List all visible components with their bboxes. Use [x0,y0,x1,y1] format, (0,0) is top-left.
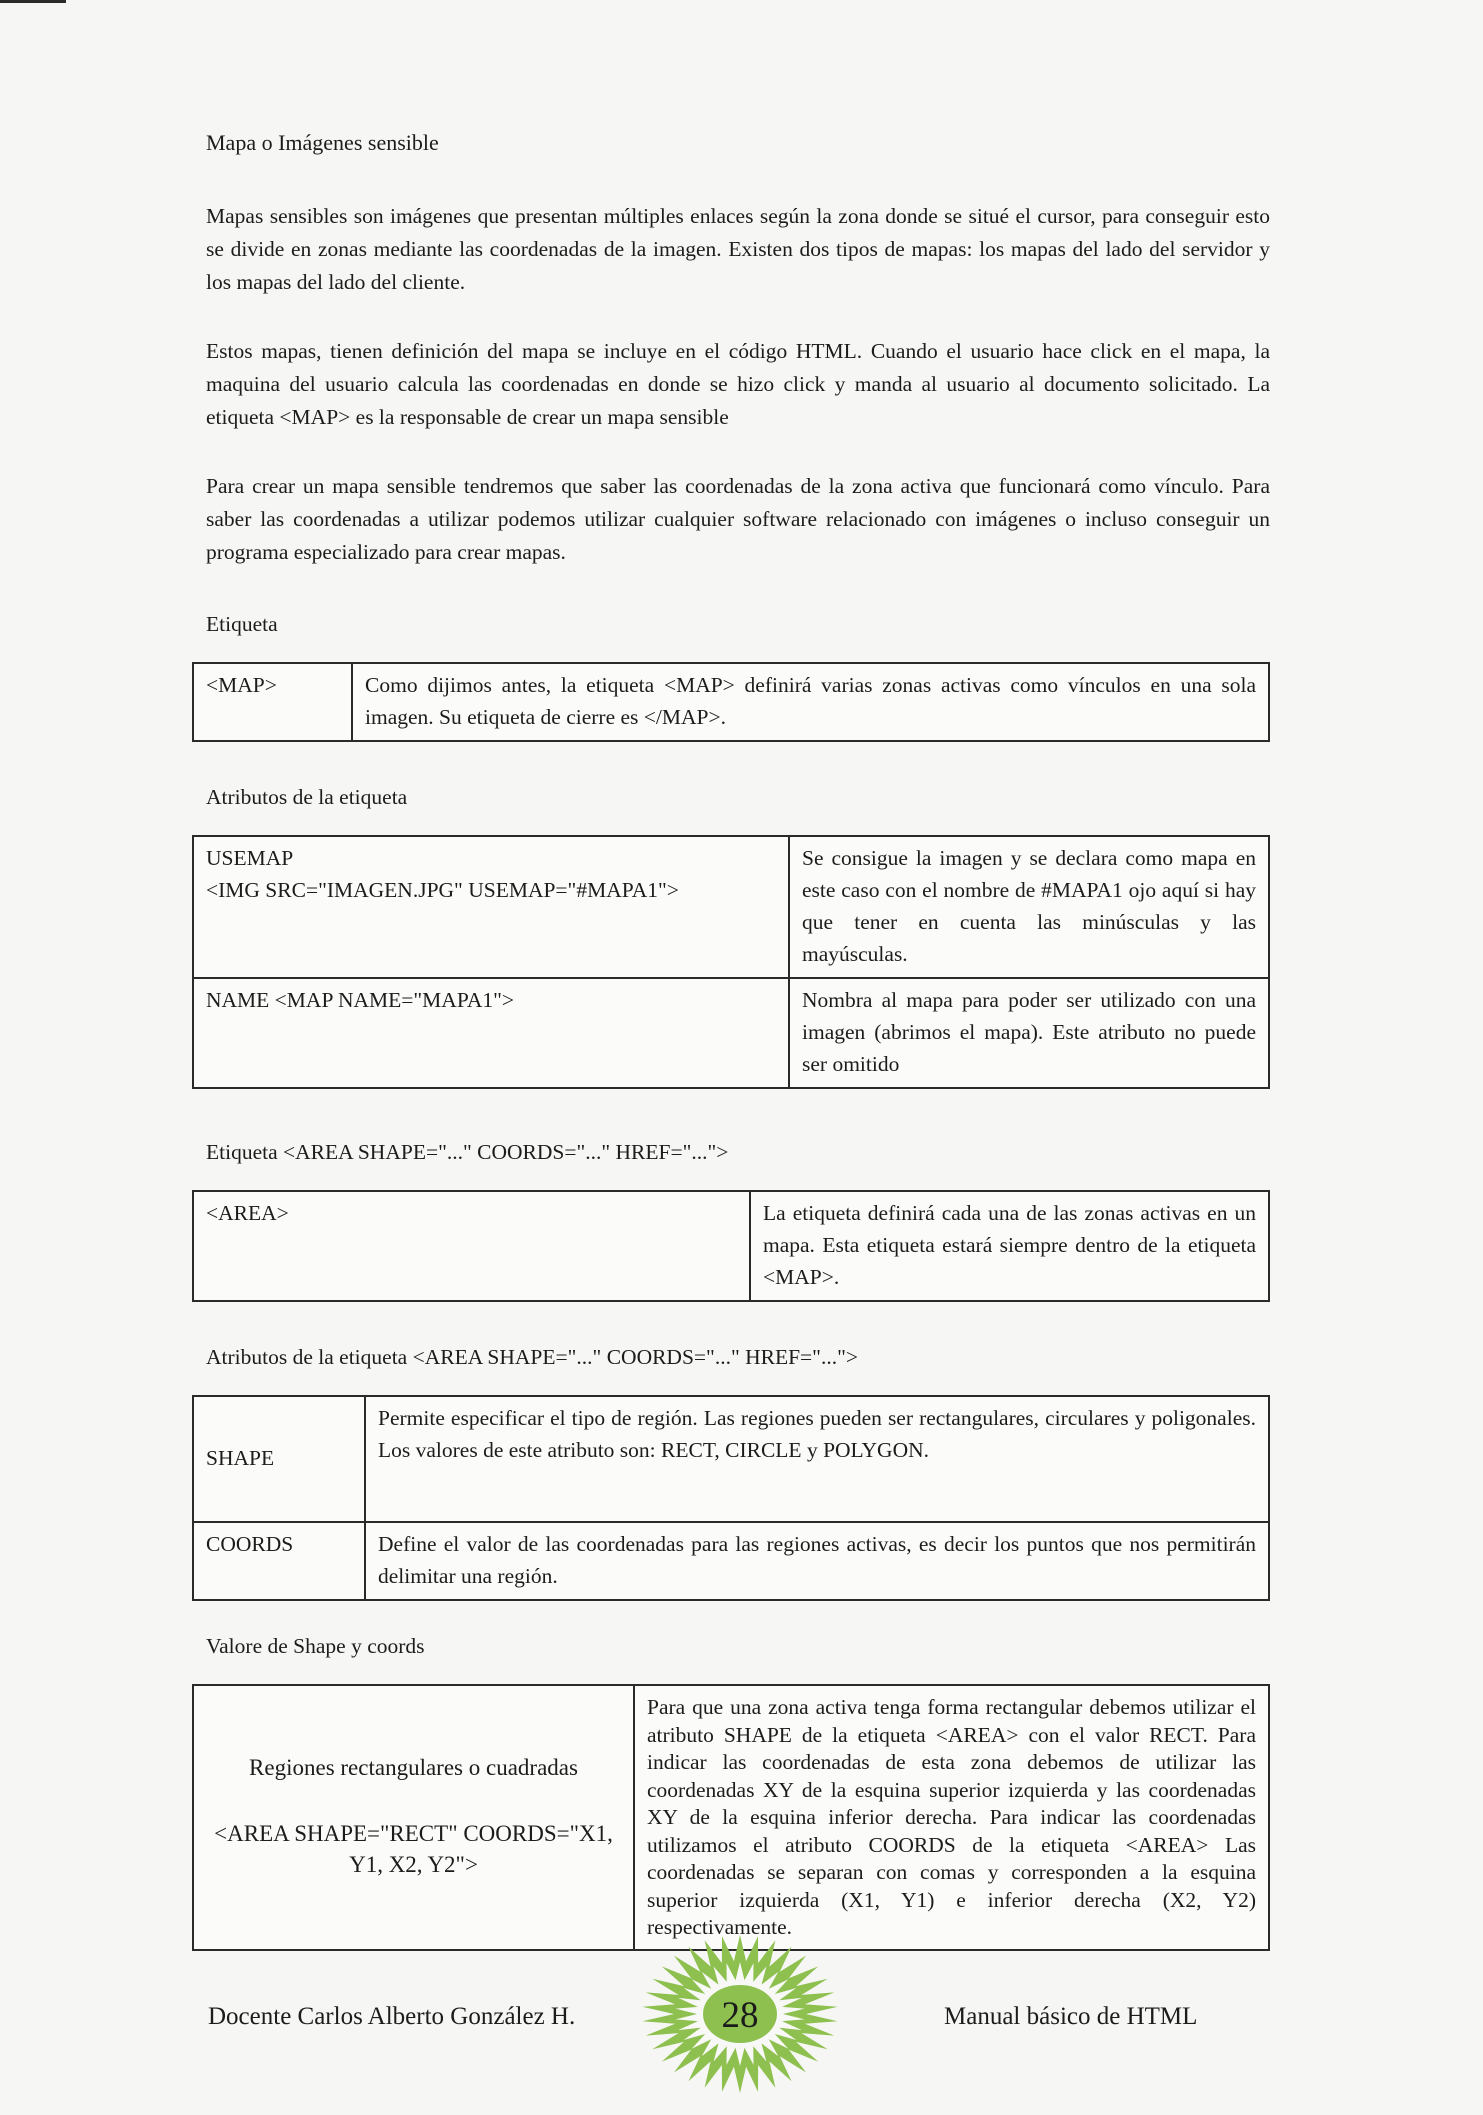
label-atributos-area: Atributos de la etiqueta <AREA SHAPE="..." COORDS="..." HREF="..."> [206,1345,858,1369]
table-row [193,1191,1269,1301]
footer-author: Docente Carlos Alberto González H. [208,2002,576,2030]
coords-desc: Define el valor de las coordenadas para las regiones activas, es decir los puntos que nos permitirán delimitar una región. [365,1522,1269,1600]
table-area-tag [192,1190,1270,1302]
footer-page-number: 28 [721,1994,759,2036]
page-footer [192,1995,1270,2115]
table-row [193,1396,1269,1522]
rect-region-title: Regiones rectangulares o cuadradas [249,1755,578,1781]
rect-region-code: <AREA SHAPE="RECT" COORDS="X1, Y1, X2, Y2"> [214,1821,613,1878]
table-row [193,978,1269,1088]
name-desc: Nombra al mapa para poder ser utilizado con una imagen (abrimos el mapa). Este atributo no puede ser omitido [789,978,1269,1088]
page-number-badge [640,1933,840,2095]
usemap-term-line1: USEMAP [206,846,294,870]
table-row [193,836,1269,978]
usemap-term [193,836,789,978]
table-area-attributes [192,1395,1270,1601]
rect-region-desc: Para que una zona activa tenga forma rectangular debemos utilizar el atributo SHAPE de la etiqueta <AREA> con el valor RECT. Para indicar las coordenadas de esta zona debemos de utilizar las coordenadas XY de la esquina superior izquierda y las coordenadas XY de la esquina inferior derecha. Para indicar las coordenadas utilizamos el atributo COORDS de la etiqueta <AREA> Las coordenadas se separan con comas y corresponden a la esquina superior izquierda (X1, Y1) e inferior derecha (X2, Y2) respectivamente. [634,1685,1269,1950]
shape-term: SHAPE [193,1396,365,1522]
usemap-desc: Se consigue la imagen y se declara como mapa en este caso con el nombre de #MAPA1 ojo aquí si hay que tener en cuenta las minúsculas y las mayúsculas. [789,836,1269,978]
table-map-attributes [192,835,1270,1089]
table-map-tag [192,662,1270,742]
label-etiqueta-area: Etiqueta <AREA SHAPE="..." COORDS="..." HREF="..."> [206,1140,729,1164]
page-title: Mapa o Imágenes sensible [206,130,439,155]
shape-desc: Permite especificar el tipo de región. Las regiones pueden ser rectangulares, circulares y poligonales. Los valores de este atributo son: RECT, CIRCLE y POLYGON. [365,1396,1269,1522]
rect-region-term [193,1685,634,1950]
scan-artifact [0,0,66,3]
paragraph-definition: Estos mapas, tienen definición del mapa se incluye en el código HTML. Cuando el usuario hace click en el mapa, la maquina del usuario calcula las coordenadas en donde se hizo click y manda al usuario al documento solicitado. La etiqueta <MAP> es la responsable de crear un mapa sensible [206,339,1270,429]
footer-book-title: Manual básico de HTML [944,2002,1198,2030]
coords-term: COORDS [193,1522,365,1600]
map-tag-desc: Como dijimos antes, la etiqueta <MAP> definirá varias zonas activas como vínculos en una sola imagen. Su etiqueta de cierre es </MAP>. [352,663,1269,741]
label-valore: Valore de Shape y coords [206,1634,425,1658]
starburst-badge-icon [640,1933,840,2095]
table-row [193,663,1269,741]
table-row [193,1685,1269,1950]
label-etiqueta: Etiqueta [206,612,278,636]
area-tag-term: <AREA> [193,1191,750,1301]
area-tag-desc: La etiqueta definirá cada una de las zonas activas en un mapa. Esta etiqueta estará siempre dentro de la etiqueta <MAP>. [750,1191,1269,1301]
table-row [193,1522,1269,1600]
paragraph-howto: Para crear un mapa sensible tendremos que saber las coordenadas de la zona activa que funcionará como vínculo. Para saber las coordenadas a utilizar podemos utilizar cualquier software relacionado con imágenes o incluso conseguir un programa especializado para crear mapas. [206,474,1270,564]
paragraph-intro: Mapas sensibles son imágenes que presentan múltiples enlaces según la zona donde se situé el cursor, para conseguir esto se divide en zonas mediante las coordenadas de la imagen. Existen dos tipos de mapas: los mapas del lado del servidor y los mapas del lado del cliente. [206,204,1270,294]
label-atributos-map: Atributos de la etiqueta [206,785,408,809]
table-shape-values [192,1684,1270,1951]
name-term: NAME <MAP NAME="MAPA1"> [193,978,789,1088]
usemap-term-line2: <IMG SRC="IMAGEN.JPG" USEMAP="#MAPA1"> [206,878,679,902]
map-tag-term: <MAP> [193,663,352,741]
